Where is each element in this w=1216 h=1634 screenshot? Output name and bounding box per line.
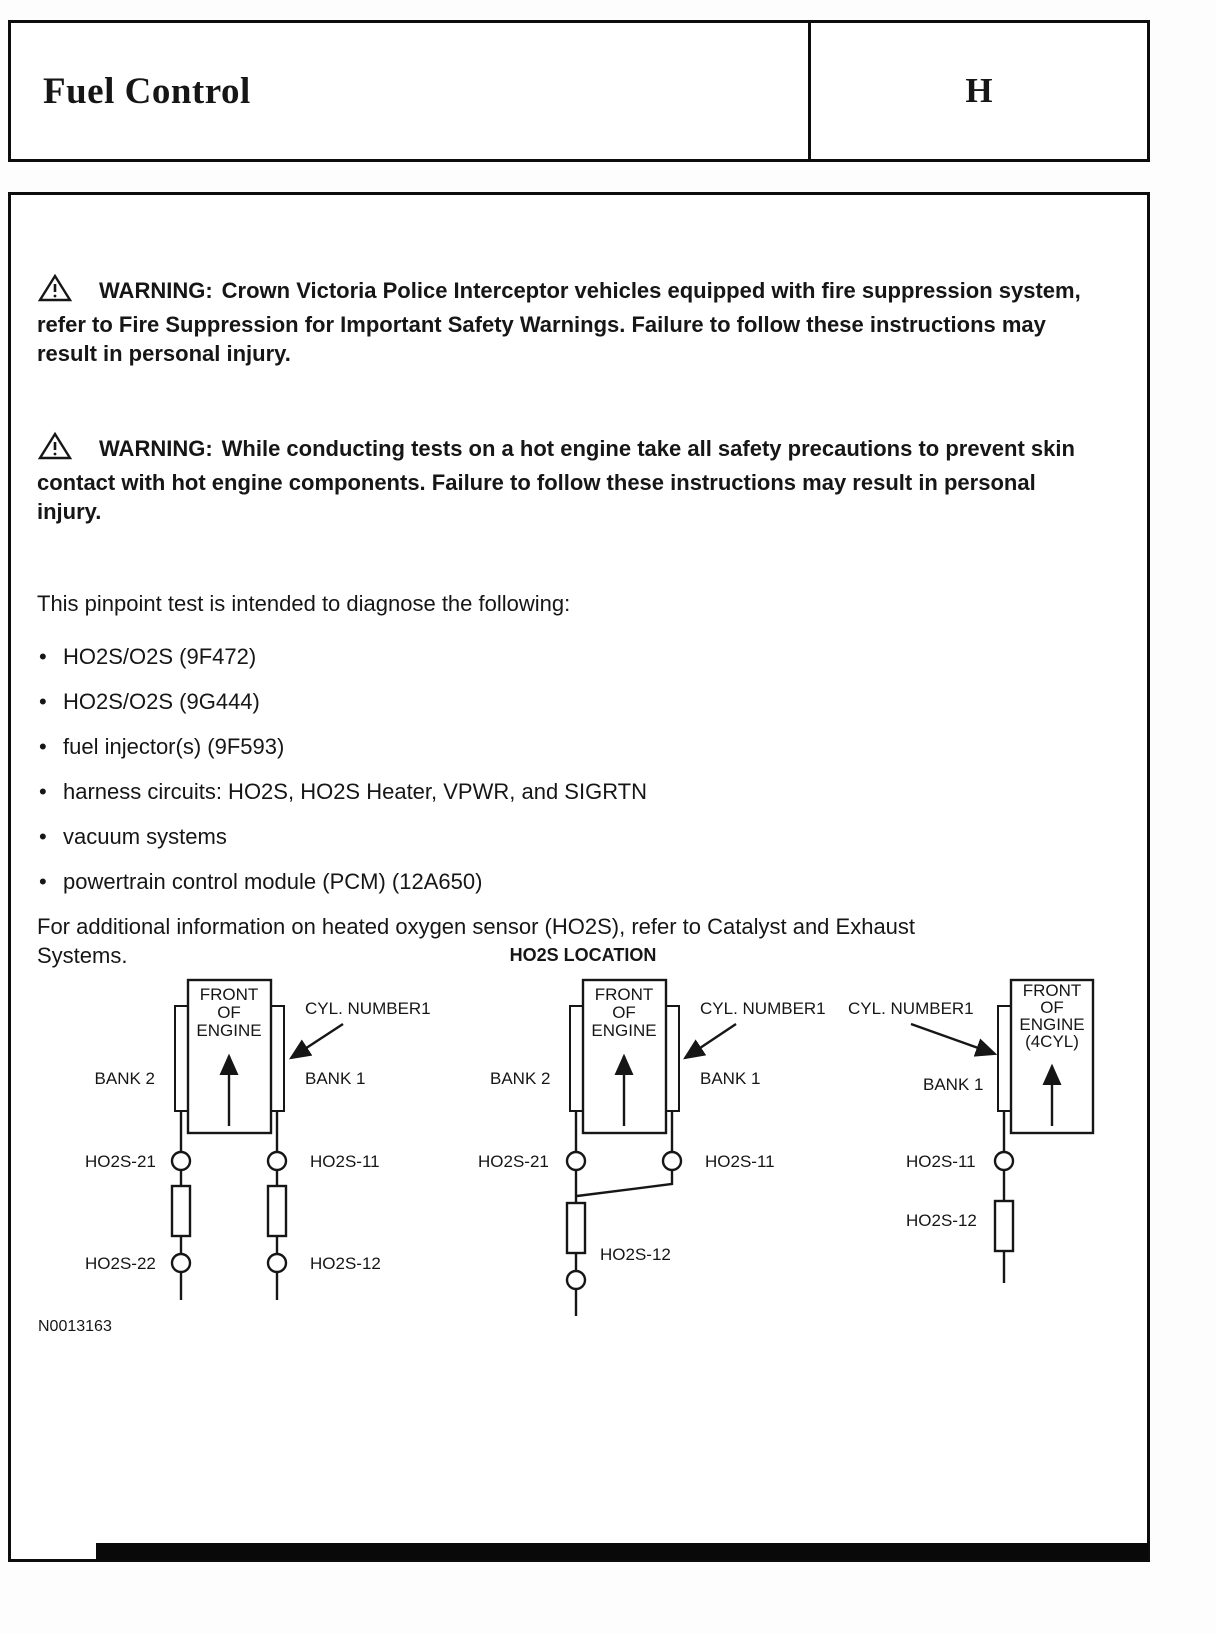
bullet-icon: • — [39, 734, 47, 759]
front-of-engine-label: FRONT — [594, 985, 654, 1004]
additional-info-paragraph: For additional information on heated oxygen sensor (HO2S), refer to Catalyst and Exhaust Systems. — [37, 914, 916, 968]
warning-triangle-icon — [37, 431, 73, 468]
list-item — [37, 867, 1089, 896]
ho2s-21-sensor — [172, 1152, 190, 1170]
list-item-text: HO2S/O2S (9F472) — [63, 644, 257, 669]
diagram-title: HO2S LOCATION — [509, 945, 657, 965]
bank2-manifold — [175, 1006, 188, 1111]
ho2s-21-sensor — [567, 1152, 585, 1170]
ho2s-11-sensor — [995, 1152, 1013, 1170]
bank1-label: BANK 1 — [305, 1069, 366, 1088]
ho2s-21-label: HO2S-21 — [85, 1152, 156, 1171]
list-item-text: vacuum systems — [63, 824, 227, 849]
list-item-text: powertrain control module (PCM) (12A650) — [63, 869, 483, 894]
ho2s-12-label: HO2S-12 — [906, 1211, 977, 1230]
catalyst — [567, 1203, 585, 1253]
ho2s-22-sensor — [172, 1254, 190, 1272]
front-of-engine-label: ENGINE — [1019, 1015, 1085, 1034]
ho2s-11-sensor — [268, 1152, 286, 1170]
page-header — [8, 20, 1150, 162]
ho2s-12-sensor — [567, 1271, 585, 1289]
bullet-icon: • — [39, 689, 47, 714]
ho2s-location-figure — [13, 938, 1153, 1348]
cyl-number1-arrow — [291, 1024, 343, 1058]
engine-v8-dual-cat — [85, 980, 431, 1300]
ho2s-11-label: HO2S-11 — [906, 1152, 976, 1171]
ho2s-12-sensor — [268, 1254, 286, 1272]
page-title: Fuel Control — [43, 70, 251, 112]
ho2s-11-label: HO2S-11 — [310, 1152, 380, 1171]
exhaust-pipe-merge — [577, 1170, 672, 1196]
bank2-label: BANK 2 — [490, 1069, 551, 1088]
engine-4cyl — [848, 980, 1093, 1283]
front-of-engine-label: OF — [1040, 998, 1064, 1017]
list-item — [37, 822, 1089, 851]
cyl-number1-label: CYL. NUMBER1 — [848, 999, 974, 1018]
warning-fire-suppression — [37, 273, 1089, 368]
list-item — [37, 777, 1089, 806]
bank1-label: BANK 1 — [700, 1069, 761, 1088]
front-of-engine-label: ENGINE — [591, 1021, 657, 1040]
list-item-text: harness circuits: HO2S, HO2S Heater, VPWR, and SIGRTN — [63, 779, 648, 804]
front-of-engine-label: FRONT — [1022, 981, 1082, 1000]
ho2s-12-label: HO2S-12 — [600, 1245, 671, 1264]
front-of-engine-label: OF — [217, 1003, 241, 1022]
manual-page — [8, 20, 1150, 1562]
front-of-engine-label: (4CYL) — [1025, 1032, 1079, 1051]
bullet-icon: • — [39, 824, 47, 849]
bank1-manifold — [666, 1006, 679, 1111]
ho2s-22-label: HO2S-22 — [85, 1254, 156, 1273]
catalyst-bank1 — [268, 1186, 286, 1236]
bank1-label: BANK 1 — [923, 1075, 984, 1094]
front-of-engine-label: FRONT — [199, 985, 259, 1004]
bank2-label: BANK 2 — [94, 1069, 155, 1088]
warning-text: While conducting tests on a hot engine take all safety precautions to prevent skin contact with hot engine components. Failure to follow these instructions may result in personal injury. — [37, 436, 1075, 524]
bullet-icon: • — [39, 869, 47, 894]
cyl-number1-label: CYL. NUMBER1 — [700, 999, 826, 1018]
list-item-text: fuel injector(s) (9F593) — [63, 734, 285, 759]
catalyst-bank2 — [172, 1186, 190, 1236]
page-bottom-bar — [96, 1543, 1148, 1560]
list-item — [37, 687, 1089, 716]
header-title-cell — [11, 23, 811, 159]
ho2s-11-label: HO2S-11 — [705, 1152, 775, 1171]
list-item — [37, 732, 1089, 761]
warning-label: WARNING: — [99, 436, 213, 461]
intro-paragraph: This pinpoint test is intended to diagnose the following: — [37, 591, 571, 616]
cyl-number1-label: CYL. NUMBER1 — [305, 999, 431, 1018]
warning-text: Crown Victoria Police Interceptor vehicles equipped with fire suppression system, refer to Fire Suppression for Important Safety Warnings. Failure to follow these instructions may result in personal injury. — [37, 278, 1081, 366]
ho2s-12-label: HO2S-12 — [310, 1254, 381, 1273]
cyl-number1-arrow — [685, 1024, 736, 1058]
front-of-engine-label: ENGINE — [196, 1021, 262, 1040]
ho2s-11-sensor — [663, 1152, 681, 1170]
bank1-manifold — [271, 1006, 284, 1111]
catalyst — [995, 1201, 1013, 1251]
bullet-icon: • — [39, 779, 47, 804]
header-section-cell — [811, 23, 1147, 159]
ho2s-location-diagram — [13, 938, 1153, 1346]
warning-hot-engine — [37, 431, 1089, 526]
cyl-number1-arrow — [911, 1024, 995, 1054]
front-of-engine-label: OF — [612, 1003, 636, 1022]
list-item — [37, 642, 1089, 671]
engine-v8-single-cat — [478, 980, 826, 1316]
bank2-manifold — [570, 1006, 583, 1111]
section-letter: H — [965, 71, 993, 110]
bank1-manifold — [998, 1006, 1011, 1111]
content-box — [8, 192, 1150, 1562]
figure-id: N0013163 — [38, 1318, 112, 1335]
bullet-icon: • — [39, 644, 47, 669]
warning-triangle-icon — [37, 273, 73, 310]
ho2s-21-label: HO2S-21 — [478, 1152, 549, 1171]
diagnosis-list — [37, 642, 1089, 896]
warning-label: WARNING: — [99, 278, 213, 303]
list-item-text: HO2S/O2S (9G444) — [63, 689, 260, 714]
